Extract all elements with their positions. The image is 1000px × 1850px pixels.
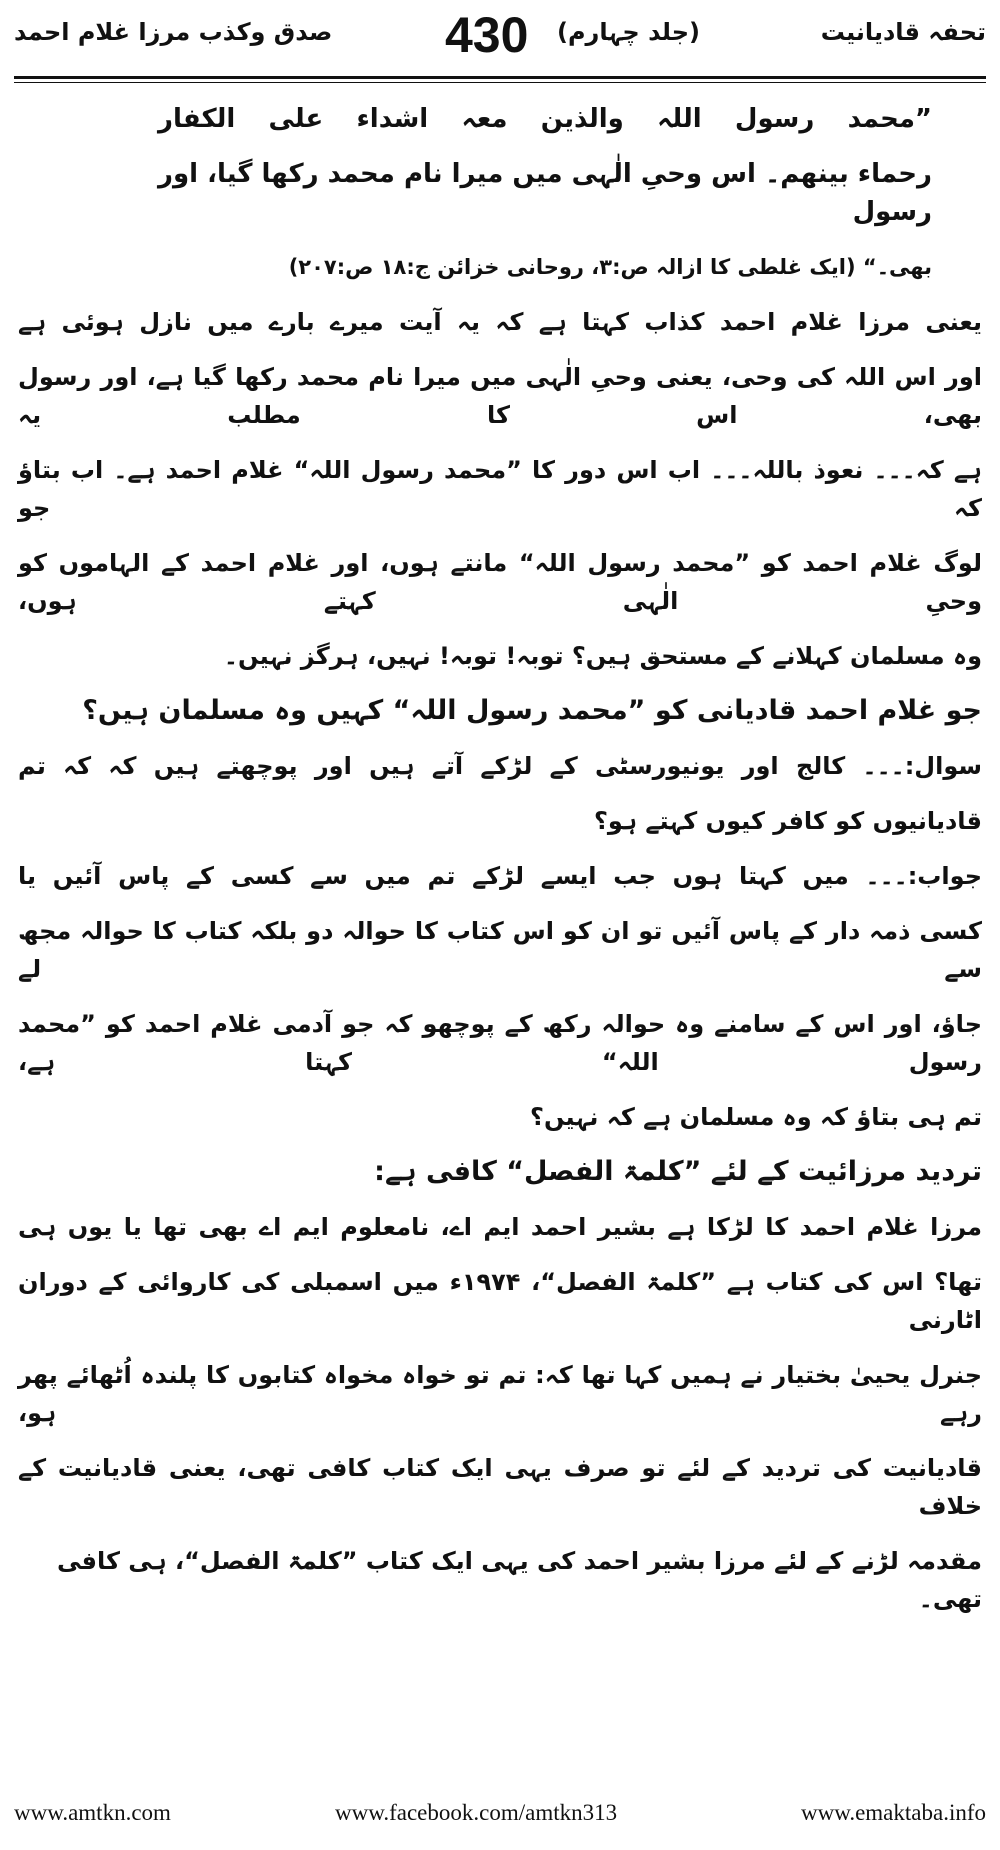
paragraph-line: تھا؟ اس کی کتاب ہے ”کلمۃ الفصل“، ۱۹۷۴ء میں اسمبلی کی کاروائی کے دوران اٹارنی: [18, 1268, 982, 1334]
paragraph-line: اور اس اللہ کی وحی، یعنی وحیِ الٰہی میں میرا نام محمد رکھا گیا ہے، اور رسول بھی، اس کا مطلب یہ: [18, 363, 982, 429]
page-footer: [0, 1800, 1000, 1840]
question-line: قادیانیوں کو کافر کیوں کہتے ہو؟: [594, 807, 982, 835]
section-heading: جو غلام احمد قادیانی کو ”محمد رسول اللہ“ کہیں وہ مسلمان ہیں؟: [82, 695, 982, 726]
question-line: سوال:۔۔۔ کالج اور یونیورسٹی کے لڑکے آتے ہیں اور پوچھتے ہیں کہ کہ تم: [18, 752, 982, 780]
paragraph-line: لوگ غلام احمد کو ”محمد رسول اللہ“ مانتے ہوں، اور غلام احمد کے الہاموں کو وحیِ الٰہی کہتے ہوں،: [18, 549, 982, 615]
footer-link-facebook[interactable]: www.facebook.com/amtkn313: [335, 1800, 618, 1825]
paragraph-line: ہے کہ۔۔۔ نعوذ باللہ۔۔۔ اب اس دور کا ”محمد رسول اللہ“ غلام احمد ہے۔ اب بتاؤ کہ جو: [18, 456, 982, 522]
paragraph-line: مقدمہ لڑنے کے لئے مرزا بشیر احمد کی یہی ایک کتاب ”کلمۃ الفصل“، ہی کافی تھی۔: [56, 1547, 982, 1613]
answer-line: جاؤ، اور اس کے سامنے وہ حوالہ رکھ کے پوچھو کہ جو آدمی غلام احمد کو ”محمد رسول اللہ“ کہتا ہے،: [18, 1010, 982, 1076]
section-heading: تردید مرزائیت کے لئے ”کلمۃ الفصل“ کافی ہے:: [374, 1156, 982, 1187]
header-rule-bottom: [14, 82, 986, 83]
answer-line: تم ہی بتاؤ کہ وہ مسلمان ہے کہ نہیں؟: [530, 1103, 982, 1131]
paragraph-line: وہ مسلمان کہلانے کے مستحق ہیں؟ توبہ! توبہ! نہیں، ہرگز نہیں۔: [223, 642, 982, 670]
paragraph-line: مرزا غلام احمد کا لڑکا ہے بشیر احمد ایم اے، نامعلوم ایم اے بھی تھا یا یوں ہی: [18, 1213, 982, 1241]
page-header: [0, 0, 1000, 90]
answer-line: کسی ذمہ دار کے پاس آئیں تو ان کو اس کتاب کا حوالہ دو بلکہ کتاب کا حوالہ مجھ سے لے: [18, 917, 982, 983]
page-body: [0, 90, 1000, 1618]
quote-line: ”محمد رسول اللہ والذین معہ اشداء علی الکفار: [158, 104, 933, 134]
quote-line: رحماء بینھم۔ اس وحیِ الٰہی میں میرا نام محمد رکھا گیا، اور رسول: [158, 159, 932, 227]
paragraph-line: جنرل یحییٰ بختیار نے ہمیں کہا تھا کہ: تم تو خواہ مخواہ کتابوں کا پلندہ اُٹھائے پھر رہے ہو،: [18, 1361, 982, 1427]
footer-link-emaktaba[interactable]: www.emaktaba.info: [801, 1800, 986, 1825]
volume-label: (جلد چہارم): [556, 18, 700, 46]
footer-link-amtkn[interactable]: www.amtkn.com: [14, 1800, 171, 1825]
answer-line: جواب:۔۔۔ میں کہتا ہوں جب ایسے لڑکے تم میں سے کسی کے پاس آئیں یا: [18, 862, 982, 890]
page-number: 430: [445, 7, 529, 63]
paragraph-line: قادیانیت کی تردید کے لئے تو صرف یہی ایک کتاب کافی تھی، یعنی قادیانیت کے خلاف: [18, 1454, 982, 1520]
header-rule-top: [14, 76, 986, 79]
book-title: تحفہ قادیانیت: [820, 18, 986, 46]
paragraph-line: یعنی مرزا غلام احمد کذاب کہتا ہے کہ یہ آیت میرے بارے میں نازل ہوئی ہے: [18, 308, 982, 336]
chapter-title: صدق وکذب مرزا غلام احمد: [14, 18, 333, 46]
quote-citation: بھی۔“ (ایک غلطی کا ازالہ ص:۳، روحانی خزائن ج:۱۸ ص:۲۰۷): [288, 255, 932, 279]
